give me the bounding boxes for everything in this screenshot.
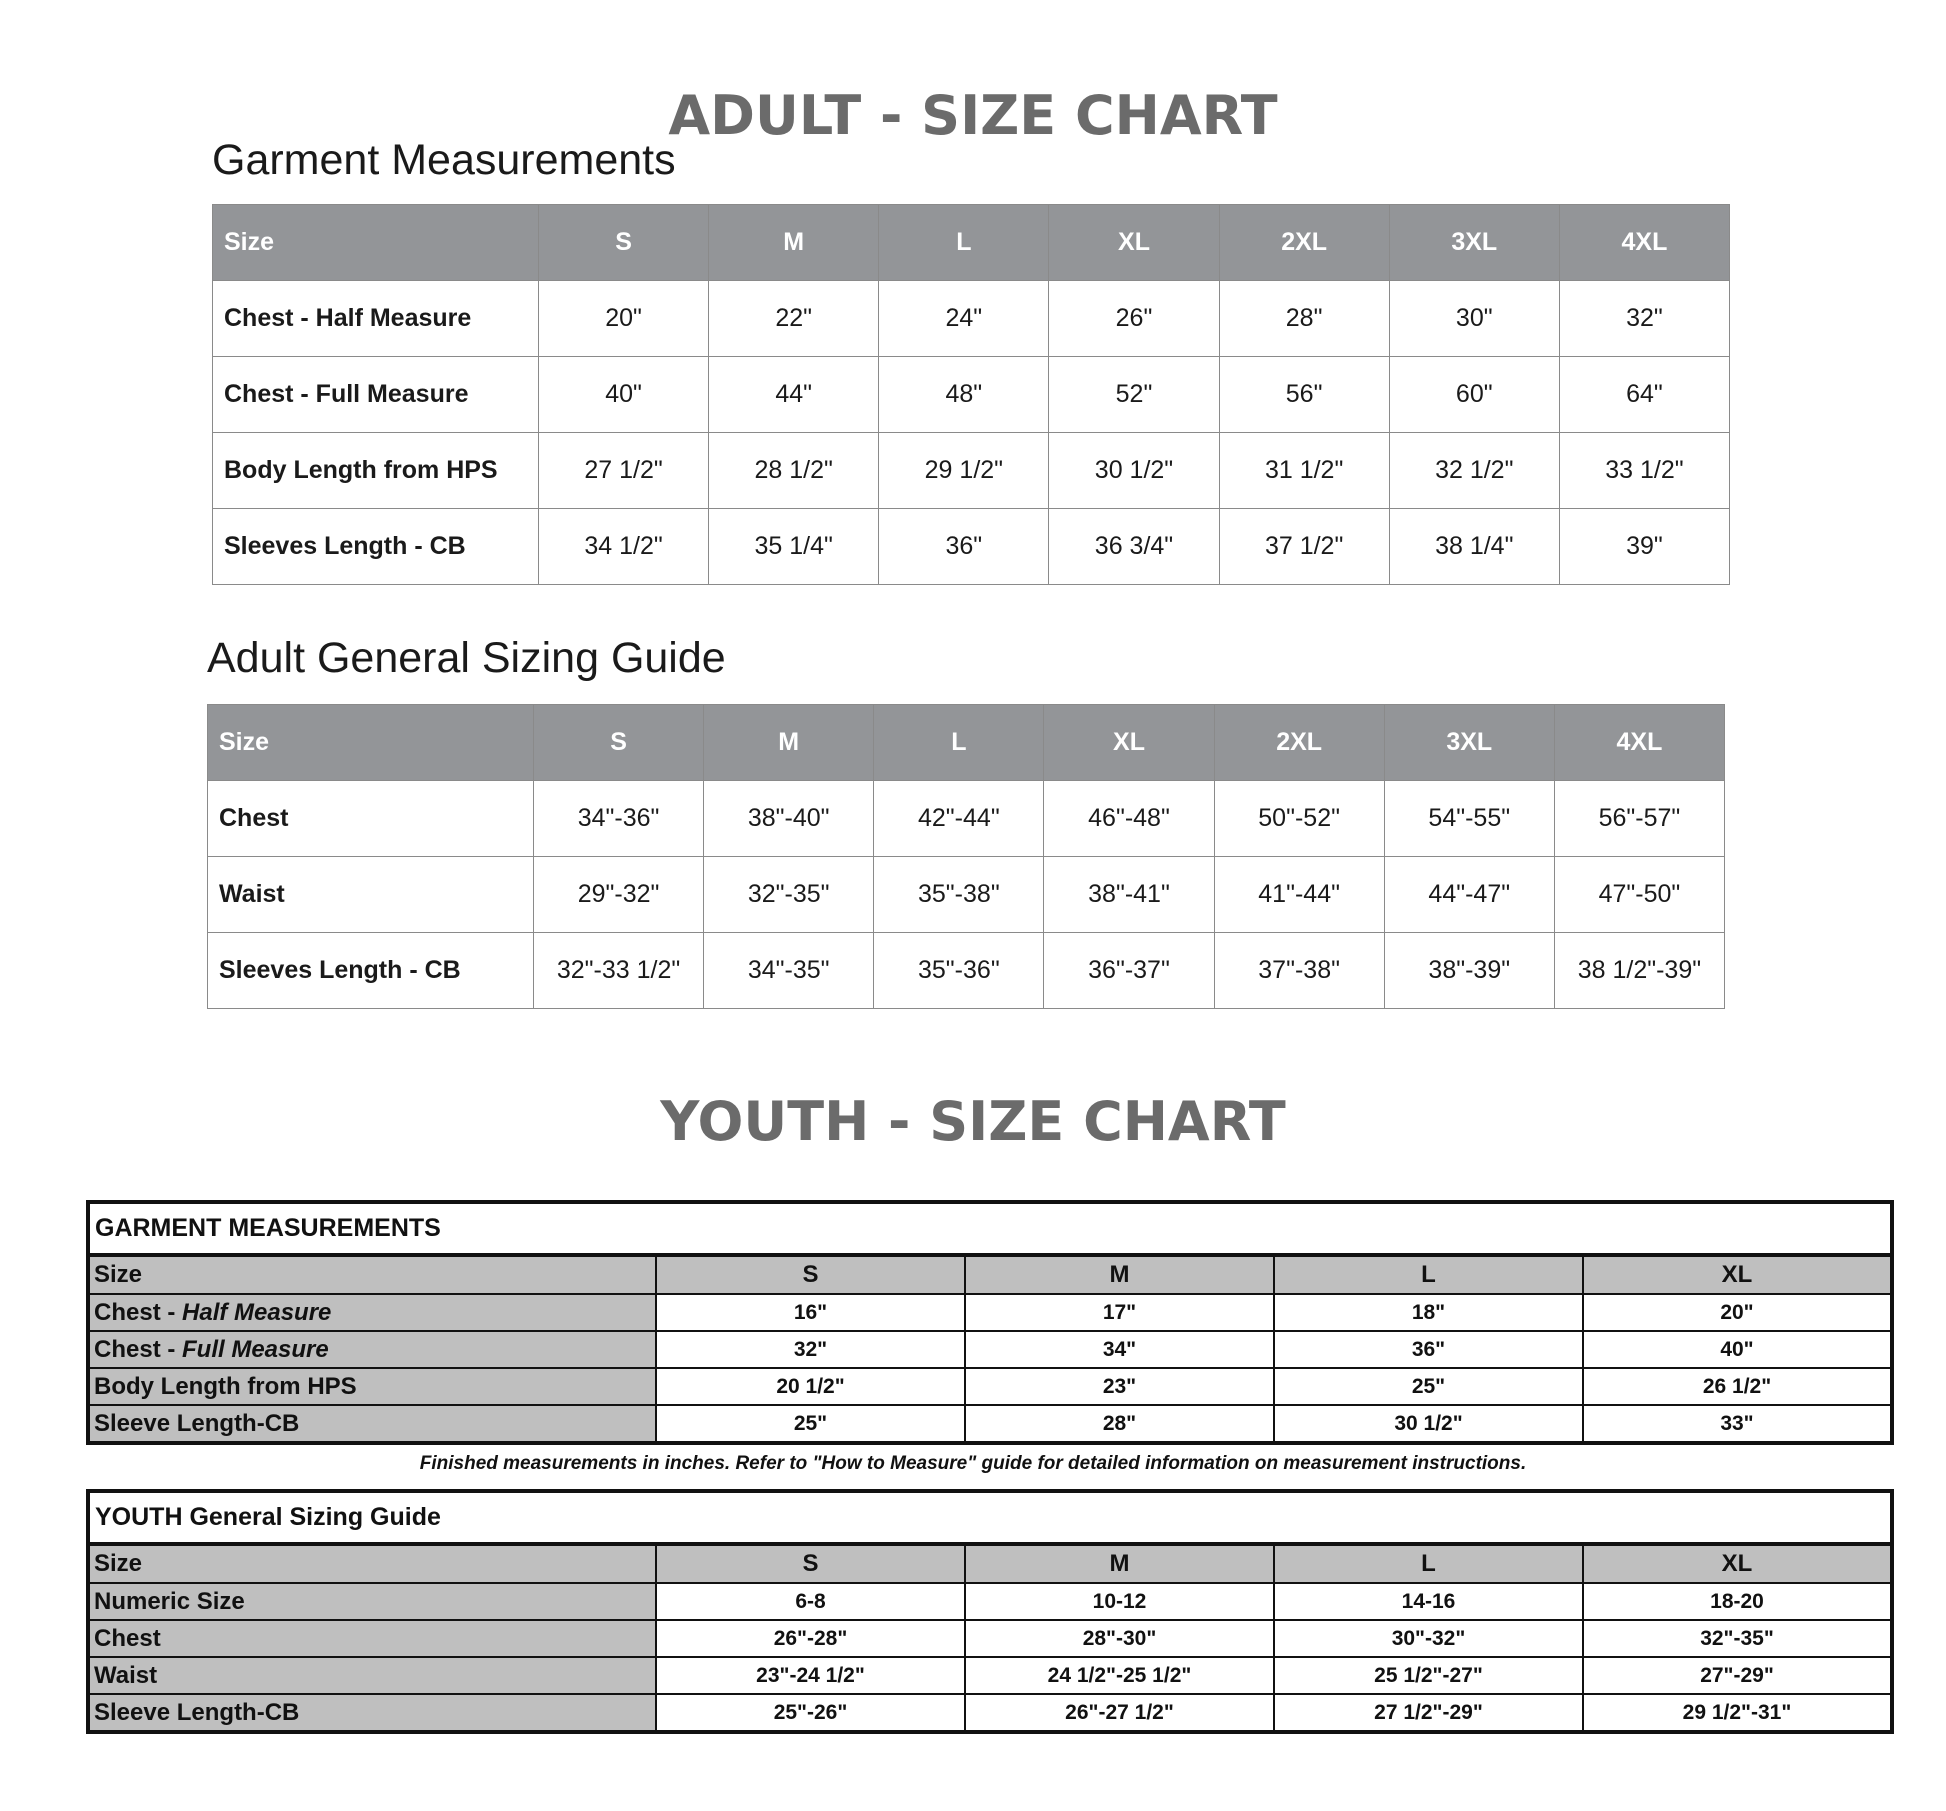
table-cell: 26"-28" (656, 1620, 965, 1657)
table-cell: 34"-36" (534, 781, 704, 857)
table-cell: 33" (1583, 1405, 1892, 1443)
table-cell: 18" (1274, 1294, 1583, 1331)
table-cell: 30"-32" (1274, 1620, 1583, 1657)
row-label: Chest - Half Measure (213, 281, 539, 357)
table-cell: 22" (709, 281, 879, 357)
table-cell: 32" (1559, 281, 1729, 357)
column-header: M (709, 205, 879, 281)
table-cell: 33 1/2" (1559, 433, 1729, 509)
column-header: XL (1583, 1255, 1892, 1294)
table-cell: 44"-47" (1384, 857, 1554, 933)
row-label-text: Chest - (94, 1298, 183, 1326)
row-label: Chest (208, 781, 534, 857)
column-header: 3XL (1384, 705, 1554, 781)
column-header: 3XL (1389, 205, 1559, 281)
column-header: M (704, 705, 874, 781)
table-cell: 20" (1583, 1294, 1892, 1331)
adult-general-sizing-guide-table (207, 704, 1725, 1009)
youth-garment-measurements-table (86, 1200, 1894, 1445)
table-cell: 34" (965, 1331, 1274, 1368)
row-label: Sleeves Length - CB (213, 509, 539, 585)
table-cell: 34 1/2" (539, 509, 709, 585)
measurement-note: Finished measurements in inches. Refer to "How to Measure" guide for detailed information on measurement instructions. (419, 1453, 1527, 1474)
table-cell: 54"-55" (1384, 781, 1554, 857)
column-header: S (534, 705, 704, 781)
table-cell: 29 1/2" (879, 433, 1049, 509)
table-cell: 18-20 (1583, 1583, 1892, 1620)
column-header: L (879, 205, 1049, 281)
table-cell: 38"-41" (1044, 857, 1214, 933)
table-row (88, 1294, 1892, 1331)
table-row (213, 509, 1730, 585)
row-label: Numeric Size (88, 1583, 656, 1620)
column-header: XL (1044, 705, 1214, 781)
table-cell: 47"-50" (1554, 857, 1724, 933)
row-label: Body Length from HPS (213, 433, 539, 509)
column-header: XL (1583, 1544, 1892, 1583)
table-cell: 38"-39" (1384, 933, 1554, 1009)
table-cell: 38 1/2"-39" (1554, 933, 1724, 1009)
column-header: S (656, 1255, 965, 1294)
column-header: S (539, 205, 709, 281)
table-cell: 27"-29" (1583, 1657, 1892, 1694)
table-cell: 26" (1049, 281, 1219, 357)
table-row (88, 1620, 1892, 1657)
youth-general-sizing-guide-title: YOUTH General Sizing Guide (88, 1491, 1892, 1544)
table-cell: 29 1/2"-31" (1583, 1694, 1892, 1732)
table-cell: 32"-35" (704, 857, 874, 933)
row-label: Waist (88, 1657, 656, 1694)
table-cell: 6-8 (656, 1583, 965, 1620)
table-cell: 64" (1559, 357, 1729, 433)
table-row (208, 857, 1725, 933)
table-cell: 26"-27 1/2" (965, 1694, 1274, 1732)
table-cell: 50"-52" (1214, 781, 1384, 857)
row-label: Chest (88, 1620, 656, 1657)
youth-general-sizing-guide-table (86, 1489, 1894, 1734)
table-cell: 25"-26" (656, 1694, 965, 1732)
table-cell: 31 1/2" (1219, 433, 1389, 509)
table-cell: 25" (656, 1405, 965, 1443)
table-cell: 30 1/2" (1049, 433, 1219, 509)
table-row (208, 781, 1725, 857)
table-cell: 38 1/4" (1389, 509, 1559, 585)
table-cell: 56"-57" (1554, 781, 1724, 857)
adult-size-chart-heading: ADULT - SIZE CHART (668, 84, 1278, 147)
table-cell: 36" (879, 509, 1049, 585)
table-cell: 28" (1219, 281, 1389, 357)
table-cell: 32" (656, 1331, 965, 1368)
table-cell: 28" (965, 1405, 1274, 1443)
row-label: Sleeve Length-CB (88, 1405, 656, 1443)
table-cell: 32"-33 1/2" (534, 933, 704, 1009)
table-row (88, 1405, 1892, 1443)
column-header: M (965, 1255, 1274, 1294)
column-header: 4XL (1554, 705, 1724, 781)
row-label: Sleeves Length - CB (208, 933, 534, 1009)
row-label-text: Chest - (94, 1335, 183, 1363)
table-cell: 24 1/2"-25 1/2" (965, 1657, 1274, 1694)
table-cell: 25 1/2"-27" (1274, 1657, 1583, 1694)
adult-garment-measurements-table (212, 204, 1730, 585)
row-label: Sleeve Length-CB (88, 1694, 656, 1732)
column-header: XL (1049, 205, 1219, 281)
table-cell: 34"-35" (704, 933, 874, 1009)
table-cell: 37"-38" (1214, 933, 1384, 1009)
row-label (88, 1331, 656, 1368)
table-cell: 41"-44" (1214, 857, 1384, 933)
table-cell: 25" (1274, 1368, 1583, 1405)
table-header-row (88, 1255, 1892, 1294)
column-header: Size (88, 1255, 656, 1294)
table-title-row (88, 1491, 1892, 1544)
youth-garment-measurements-title: GARMENT MEASUREMENTS (88, 1202, 1892, 1255)
row-label-italic-text: Half Measure (182, 1298, 332, 1326)
table-cell: 42"-44" (874, 781, 1044, 857)
row-label: Waist (208, 857, 534, 933)
adult-general-sizing-guide-title: Adult General Sizing Guide (207, 634, 726, 682)
table-row (213, 357, 1730, 433)
column-header: L (1274, 1544, 1583, 1583)
table-cell: 30 1/2" (1274, 1405, 1583, 1443)
table-cell: 28"-30" (965, 1620, 1274, 1657)
table-cell: 16" (656, 1294, 965, 1331)
table-cell: 27 1/2"-29" (1274, 1694, 1583, 1732)
table-cell: 40" (1583, 1331, 1892, 1368)
table-row (88, 1694, 1892, 1732)
table-cell: 26 1/2" (1583, 1368, 1892, 1405)
table-cell: 36 3/4" (1049, 509, 1219, 585)
row-label (88, 1294, 656, 1331)
table-cell: 27 1/2" (539, 433, 709, 509)
table-cell: 24" (879, 281, 1049, 357)
table-cell: 30" (1389, 281, 1559, 357)
table-cell: 36" (1274, 1331, 1583, 1368)
table-cell: 35"-38" (874, 857, 1044, 933)
row-label: Body Length from HPS (88, 1368, 656, 1405)
youth-size-chart-heading: YOUTH - SIZE CHART (660, 1090, 1286, 1153)
table-cell: 52" (1049, 357, 1219, 433)
row-label: Chest - Full Measure (213, 357, 539, 433)
table-row (213, 433, 1730, 509)
table-cell: 20" (539, 281, 709, 357)
table-cell: 23" (965, 1368, 1274, 1405)
table-cell: 14-16 (1274, 1583, 1583, 1620)
table-row (88, 1583, 1892, 1620)
table-row (208, 933, 1725, 1009)
table-cell: 38"-40" (704, 781, 874, 857)
column-header: M (965, 1544, 1274, 1583)
table-row (88, 1657, 1892, 1694)
table-header-row (88, 1544, 1892, 1583)
table-cell: 32"-35" (1583, 1620, 1892, 1657)
table-row (88, 1331, 1892, 1368)
table-title-row (88, 1202, 1892, 1255)
table-cell: 48" (879, 357, 1049, 433)
column-header: 2XL (1214, 705, 1384, 781)
table-cell: 36"-37" (1044, 933, 1214, 1009)
row-label-italic-text: Full Measure (182, 1335, 329, 1363)
table-row (88, 1368, 1892, 1405)
table-cell: 35"-36" (874, 933, 1044, 1009)
column-header: L (874, 705, 1044, 781)
column-header: Size (208, 705, 534, 781)
column-header: S (656, 1544, 965, 1583)
table-cell: 32 1/2" (1389, 433, 1559, 509)
column-header: 2XL (1219, 205, 1389, 281)
table-header-row (208, 705, 1725, 781)
table-cell: 60" (1389, 357, 1559, 433)
table-cell: 23"-24 1/2" (656, 1657, 965, 1694)
column-header: 4XL (1559, 205, 1729, 281)
table-cell: 44" (709, 357, 879, 433)
column-header: Size (213, 205, 539, 281)
column-header: L (1274, 1255, 1583, 1294)
table-cell: 40" (539, 357, 709, 433)
table-cell: 56" (1219, 357, 1389, 433)
table-cell: 37 1/2" (1219, 509, 1389, 585)
table-cell: 17" (965, 1294, 1274, 1331)
table-cell: 20 1/2" (656, 1368, 965, 1405)
table-header-row (213, 205, 1730, 281)
table-cell: 29"-32" (534, 857, 704, 933)
table-row (213, 281, 1730, 357)
adult-garment-measurements-title: Garment Measurements (212, 136, 676, 184)
table-cell: 28 1/2" (709, 433, 879, 509)
table-cell: 35 1/4" (709, 509, 879, 585)
table-cell: 46"-48" (1044, 781, 1214, 857)
column-header: Size (88, 1544, 656, 1583)
table-cell: 39" (1559, 509, 1729, 585)
table-cell: 10-12 (965, 1583, 1274, 1620)
